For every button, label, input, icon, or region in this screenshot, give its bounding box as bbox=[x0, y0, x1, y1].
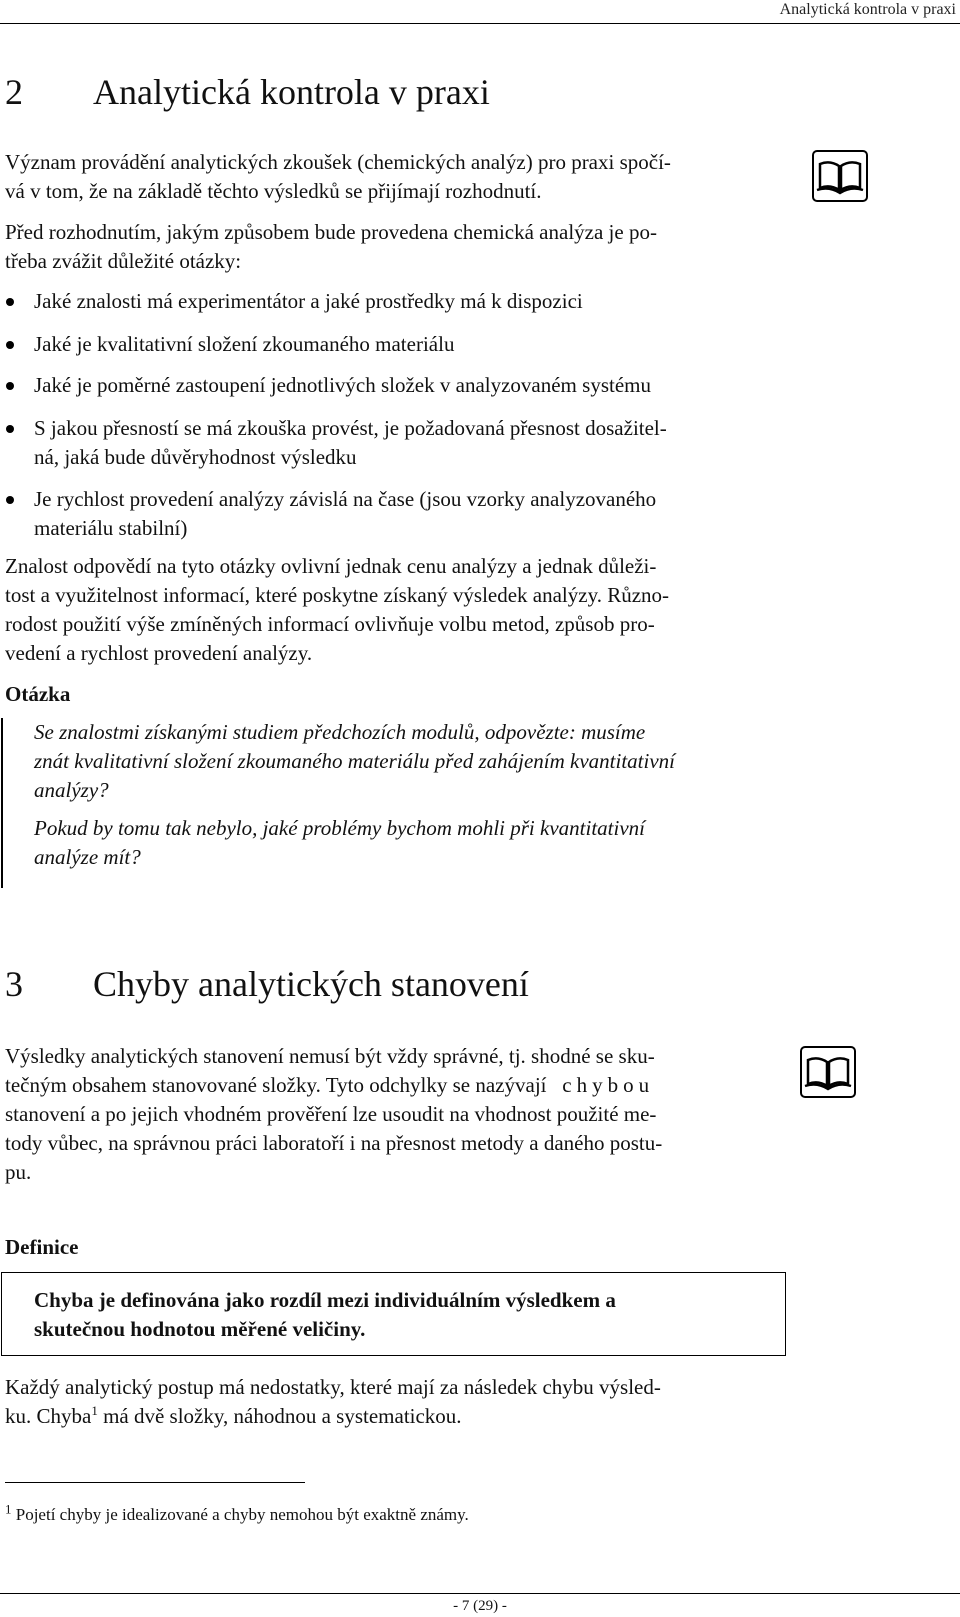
footer-rule bbox=[0, 1593, 960, 1594]
questions-intro: Před rozhodnutím, jakým způsobem bude provedena chemická analýza je po- třeba zvážit důležité otázky: bbox=[5, 220, 657, 273]
footnote-ref: 1 bbox=[91, 1403, 98, 1418]
header-rule bbox=[0, 23, 960, 24]
book-icon bbox=[812, 150, 868, 202]
footnote-text: Pojetí chyby je idealizované a chyby nemohou být exaktně známy. bbox=[15, 1505, 469, 1524]
list-item: Jaké znalosti má experimentátor a jaké prostředky má k dispozici bbox=[34, 289, 583, 313]
list-item: S jakou přesností se má zkouška provést, je požadovaná přesnost dosažitel- ná, jaká bude důvěryhodnost výsledku bbox=[34, 416, 667, 469]
components-paragraph: Každý analytický postup má nedostatky, které mají za následek chybu výsled- ku. Chyba$^1$ má dvě složky, náhodnou a systematickou. bbox=[5, 1375, 661, 1428]
footnote bbox=[5, 1501, 765, 1526]
section-number: 3 bbox=[5, 964, 23, 1004]
definition-label: Definice bbox=[5, 1235, 79, 1259]
answers-paragraph: Znalost odpovědí na tyto otázky ovlivní jednak cenu analýzy a jednak důleži- tost a využitelnost informací, které poskytne získaný výsledek analýzy. Různo- rodost použití výše zmíněných informací ovlivňuje volbu metod, způsob pro- vedení a rychlost provedení analýzy. bbox=[5, 554, 670, 665]
section-title: Chyby analytických stanovení bbox=[93, 964, 529, 1004]
bullet-dot bbox=[6, 382, 14, 390]
footnote-mark: 1 bbox=[5, 1501, 12, 1517]
section-title: Analytická kontrola v praxi bbox=[93, 72, 490, 112]
section-heading bbox=[5, 962, 705, 1006]
intro-paragraph: Význam provádění analytických zkoušek (chemických analýz) pro praxi spočí- vá v tom, že na základě těchto výsledků se přijímají rozhodnutí. bbox=[5, 150, 671, 203]
page-number: - 7 (29) - bbox=[453, 1598, 507, 1614]
definition-text: Chyba je definována jako rozdíl mezi individuálním výsledkem a skutečnou hodnotou měřené veličiny. bbox=[34, 1288, 616, 1341]
list-item: Jaké je poměrné zastoupení jednotlivých složek v analyzovaném systému bbox=[34, 373, 651, 397]
footnote-rule bbox=[5, 1482, 305, 1483]
bullet-dot bbox=[6, 425, 14, 433]
bullet-dot bbox=[6, 298, 14, 306]
section-number: 2 bbox=[5, 72, 23, 112]
question-label: Otázka bbox=[5, 682, 71, 706]
question-text: Se znalostmi získanými studiem předchozích modulů, odpovězte: musíme znát kvalitativní složení zkoumaného materiálu před zahájením kvantitativní analýzy? bbox=[34, 720, 675, 802]
list-item: Jaké je kvalitativní složení zkoumaného materiálu bbox=[34, 332, 455, 356]
list-item: Je rychlost provedení analýzy závislá na čase (jsou vzorky analyzovaného materiálu stabilní) bbox=[34, 487, 657, 540]
running-head: Analytická kontrola v praxi bbox=[779, 1, 956, 18]
errors-paragraph: Výsledky analytických stanovení nemusí být vždy správné, tj. shodné se sku- tečným obsahem stanovované složky. Tyto odchylky se nazývají chybou stanovení a po jejich vhodném prověření lze usoudit na vhodnost použité me- tody vůbec, na správnou práci laboratoří i na přesnost metody a daného postu- pu. bbox=[5, 1044, 663, 1184]
section-heading bbox=[5, 70, 705, 114]
term-chybou: chybou bbox=[562, 1073, 655, 1097]
bullet-dot bbox=[6, 341, 14, 349]
bullet-dot bbox=[6, 496, 14, 504]
question-bar bbox=[1, 718, 3, 888]
book-icon bbox=[800, 1046, 856, 1098]
question-text: Pokud by tomu tak nebylo, jaké problémy bychom mohli při kvantitativní analýze mít? bbox=[34, 816, 645, 869]
